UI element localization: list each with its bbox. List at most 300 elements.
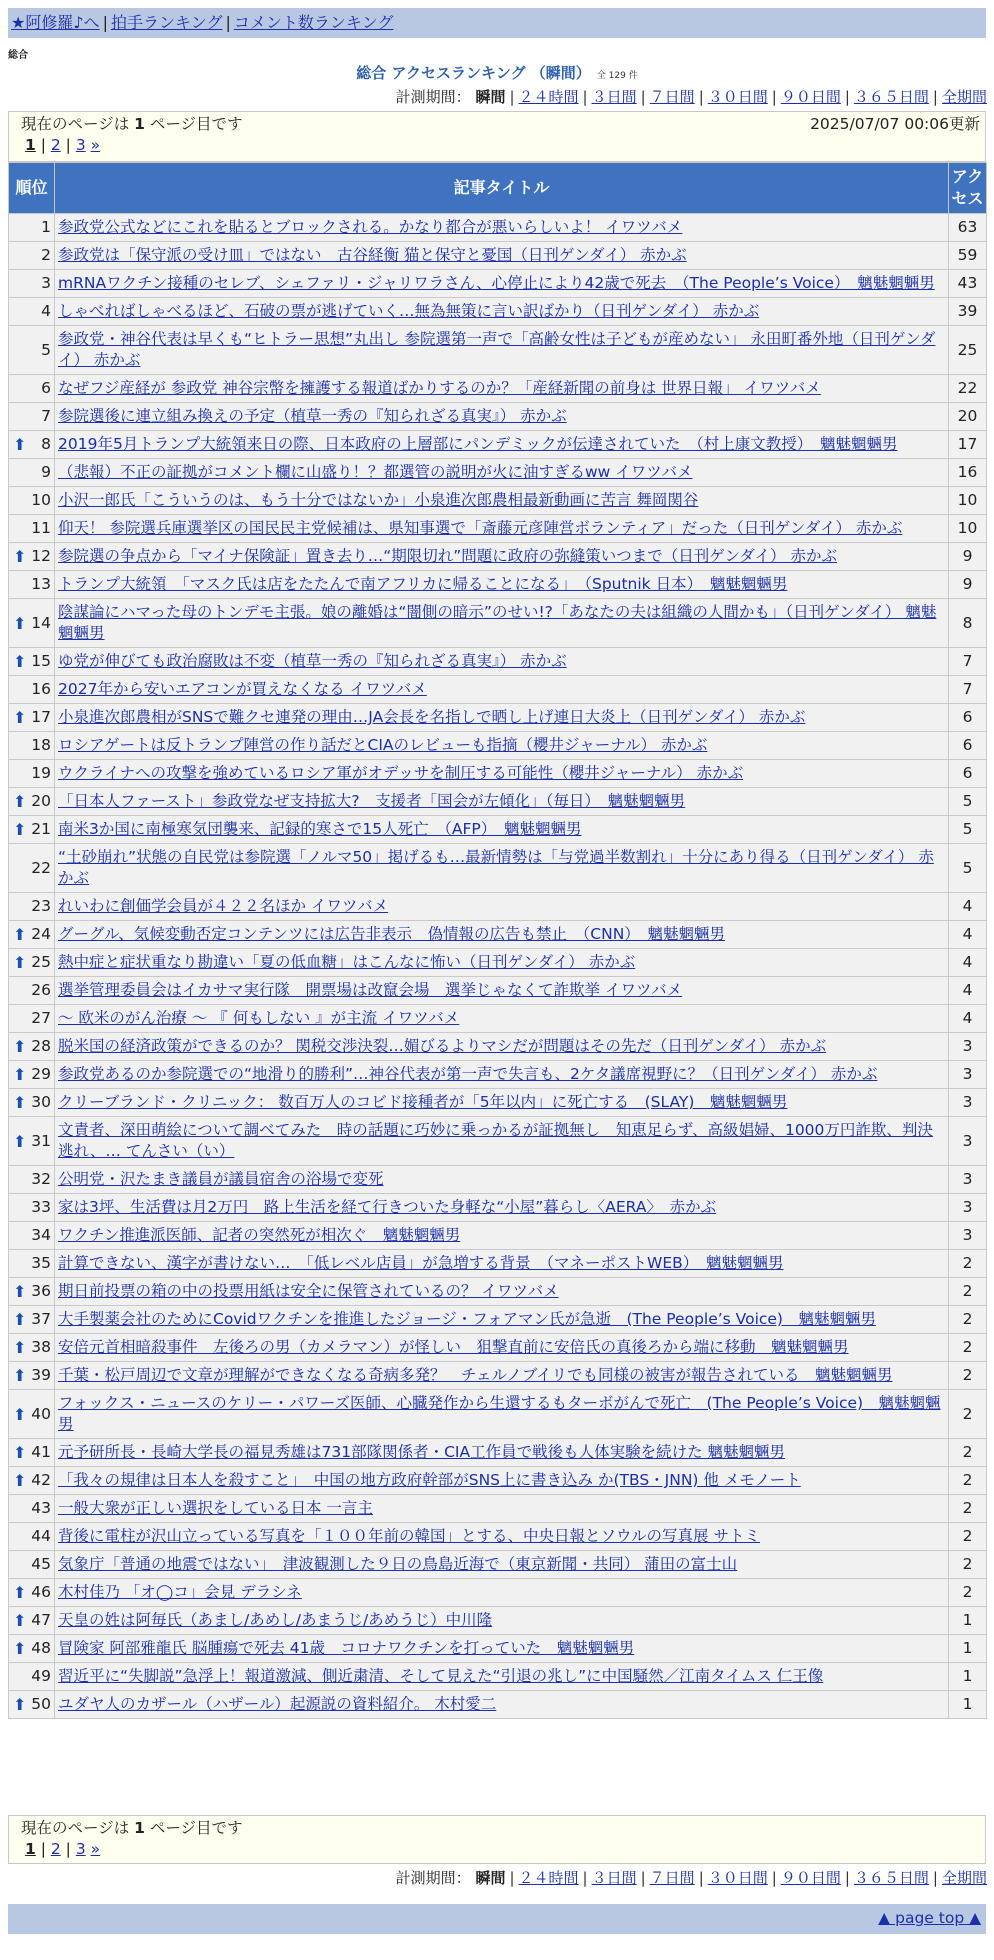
access-count: 1 bbox=[949, 1691, 987, 1719]
pager-links: 1 | 2 | 3 » bbox=[25, 1840, 101, 1858]
access-count: 1 bbox=[949, 1635, 987, 1663]
rank-number: 24 bbox=[31, 925, 51, 943]
title-cell bbox=[55, 431, 949, 459]
article-title-link[interactable]: 文責者、深田萌絵について調べてみた 時の話題に巧妙に乗っかるが証拠無し 知恵足らず、高級娼婦、1000万円詐欺、判決逃れ、… てんさい（い） bbox=[58, 1121, 933, 1160]
table-row bbox=[9, 431, 987, 459]
title-cell bbox=[55, 949, 949, 977]
article-title-link[interactable]: なぜフジ産経が 参政党 神谷宗幣を擁護する報道ばかりするのか？「産経新聞の前身は 世界日報」 イワツバメ bbox=[58, 379, 821, 397]
title-cell bbox=[55, 1523, 949, 1551]
table-row bbox=[9, 1306, 987, 1334]
access-count: 7 bbox=[949, 676, 987, 704]
title-cell bbox=[55, 816, 949, 844]
article-title-link[interactable]: 参政党・神谷代表は早くも“ヒトラー思想”丸出し 参院選第一声で「高齢女性は子どもが産めない」 永田町番外地（日刊ゲンダイ） 赤かぶ bbox=[58, 330, 936, 369]
rank-cell bbox=[9, 459, 55, 487]
access-count: 2 bbox=[949, 1306, 987, 1334]
rank-up-arrow-icon: ⬆ bbox=[13, 652, 27, 671]
table-row bbox=[9, 1334, 987, 1362]
page-top-link[interactable]: ▲ page top ▲ bbox=[878, 1909, 981, 1927]
rank-up-arrow-icon: ⬆ bbox=[13, 1404, 27, 1424]
article-title-link[interactable]: 参政党は「保守派の受け皿」ではない 古谷経衡 猫と保守と憂国（日刊ゲンダイ） 赤かぶ bbox=[58, 246, 687, 264]
rank-number: 17 bbox=[31, 708, 51, 726]
rank-number: 43 bbox=[31, 1499, 51, 1517]
access-count: 10 bbox=[949, 515, 987, 543]
rank-number: 44 bbox=[31, 1527, 51, 1545]
rank-up-arrow-icon: ⬆ bbox=[13, 613, 27, 633]
rank-number: 26 bbox=[31, 981, 51, 999]
article-title-link[interactable]: 2027年から安いエアコンが買えなくなる イワツバメ bbox=[58, 680, 427, 698]
article-title-link[interactable]: フォックス・ニュースのケリー・パワーズ医師、心臓発作から生還するもターボがんで死亡 (The People’s Voice) 魑魅魍魎男 bbox=[58, 1394, 941, 1433]
table-row bbox=[9, 1222, 987, 1250]
access-count: 22 bbox=[949, 375, 987, 403]
title-cell bbox=[55, 648, 949, 676]
rank-number: 12 bbox=[31, 547, 51, 565]
rank-cell bbox=[9, 1607, 55, 1635]
rank-number: 22 bbox=[31, 858, 51, 877]
rank-cell bbox=[9, 1334, 55, 1362]
rank-up-arrow-icon: ⬆ bbox=[13, 1310, 27, 1329]
article-title-link[interactable]: 背後に電柱が沢山立っている写真を「１００年前の韓国」とする、中央日報とソウルの写真展 サトミ bbox=[58, 1527, 760, 1545]
page-current: 1 bbox=[25, 136, 36, 154]
table-row bbox=[9, 1607, 987, 1635]
rank-number: 33 bbox=[31, 1198, 51, 1216]
nav-separator: | bbox=[225, 13, 231, 32]
rank-up-arrow-icon: ⬆ bbox=[13, 953, 27, 972]
table-row bbox=[9, 1579, 987, 1607]
rank-up-arrow-icon: ⬆ bbox=[13, 1131, 27, 1151]
access-count: 3 bbox=[949, 1117, 987, 1166]
rank-up-arrow-icon: ⬆ bbox=[13, 792, 27, 811]
title-cell bbox=[55, 1250, 949, 1278]
rank-number: 42 bbox=[31, 1471, 51, 1489]
title-cell bbox=[55, 214, 949, 242]
rank-cell bbox=[9, 487, 55, 515]
rank-cell bbox=[9, 1551, 55, 1579]
title-cell bbox=[55, 1306, 949, 1334]
rank-cell bbox=[9, 1278, 55, 1306]
rank-up-arrow-icon: ⬆ bbox=[13, 925, 27, 944]
title-cell bbox=[55, 1663, 949, 1691]
period-link-all[interactable]: 全期間 bbox=[941, 88, 987, 106]
rank-cell bbox=[9, 921, 55, 949]
rank-up-arrow-icon: ⬆ bbox=[13, 1282, 27, 1301]
rank-number: 15 bbox=[31, 652, 51, 670]
table-row bbox=[9, 1033, 987, 1061]
rank-number: 47 bbox=[31, 1611, 51, 1629]
title-cell bbox=[55, 676, 949, 704]
rank-cell bbox=[9, 1061, 55, 1089]
access-count: 4 bbox=[949, 893, 987, 921]
rank-cell bbox=[9, 326, 55, 375]
table-row bbox=[9, 515, 987, 543]
access-count: 2 bbox=[949, 1250, 987, 1278]
rank-number: 46 bbox=[31, 1583, 51, 1601]
table-row bbox=[9, 1089, 987, 1117]
article-title-link[interactable]: ロシアゲートは反トランプ陣営の作り話だとCIAのレビューも指摘（櫻井ジャーナル） 赤かぶ bbox=[58, 736, 708, 754]
pager-box-bottom bbox=[8, 1815, 986, 1864]
rank-cell bbox=[9, 676, 55, 704]
article-title-link[interactable]: “土砂崩れ”状態の自民党は参院選「ノルマ50」掲げるも…最新情勢は「与党過半数割れ」十分にあり得る（日刊ゲンダイ） 赤かぶ bbox=[58, 848, 934, 887]
ranking-table-body bbox=[9, 214, 987, 1719]
article-title-link[interactable]: （悲報）不正の証拠がコメント欄に山盛り！？都選管の説明が火に油すぎるww イワツバメ bbox=[58, 463, 693, 481]
rank-up-arrow-icon: ⬆ bbox=[13, 1639, 27, 1658]
comments-ranking-link[interactable]: コメント数ランキング bbox=[233, 13, 394, 32]
access-count: 9 bbox=[949, 571, 987, 599]
page-next-link[interactable]: » bbox=[90, 1840, 101, 1858]
access-count: 20 bbox=[949, 403, 987, 431]
article-title-link[interactable]: 大手製薬会社のためにCovidワクチンを推進したジョージ・フォアマン氏が急逝 (The People’s Voice) 魑魅魍魎男 bbox=[58, 1310, 876, 1328]
access-header: アクセス bbox=[949, 163, 987, 214]
table-row bbox=[9, 1523, 987, 1551]
article-title-link[interactable]: 小沢一郎氏「こういうのは、もう十分ではないか」小泉進次郎農相最新動画に苦言 舞岡関谷 bbox=[58, 491, 699, 509]
period-link-90d[interactable]: ９０日間 bbox=[780, 1869, 841, 1887]
article-title-link[interactable]: 一般大衆が正しい選択をしている日本 一言主 bbox=[58, 1499, 373, 1517]
rank-cell bbox=[9, 648, 55, 676]
rank-up-arrow-icon: ⬆ bbox=[13, 1037, 27, 1056]
rank-up-arrow-icon: ⬆ bbox=[13, 1583, 27, 1602]
rank-cell bbox=[9, 1222, 55, 1250]
rank-cell bbox=[9, 844, 55, 893]
pager-box-top bbox=[8, 111, 986, 162]
title-cell bbox=[55, 1222, 949, 1250]
table-row bbox=[9, 977, 987, 1005]
article-title-link[interactable]: 公明党・沢たまき議員が議員宿舎の浴場で変死 bbox=[58, 1170, 384, 1188]
page-link-2[interactable]: 2 bbox=[50, 136, 61, 154]
article-title-link[interactable]: 脱米国の経済政策ができるのか？ 関税交渉決裂…媚びるよりマシだが問題はその先だ（日刊ゲンダイ） 赤かぶ bbox=[58, 1037, 827, 1055]
rank-number: 25 bbox=[31, 953, 51, 971]
rank-number: 8 bbox=[41, 435, 51, 453]
title-cell bbox=[55, 1439, 949, 1467]
period-link-7d[interactable]: ７日間 bbox=[649, 1869, 695, 1887]
table-row bbox=[9, 676, 987, 704]
category-label: 総合 bbox=[8, 50, 28, 61]
rank-cell bbox=[9, 403, 55, 431]
table-row bbox=[9, 921, 987, 949]
rank-up-arrow-icon: ⬆ bbox=[13, 1093, 27, 1112]
rank-number: 49 bbox=[31, 1667, 51, 1685]
nav-separator: | bbox=[102, 13, 108, 32]
rank-number: 21 bbox=[31, 820, 51, 838]
title-cell bbox=[55, 1635, 949, 1663]
article-title-link[interactable]: 期日前投票の箱の中の投票用紙は安全に保管されているの？ イワツバメ bbox=[58, 1282, 559, 1300]
article-title-link[interactable]: ～ 欧米のがん治療 ～ 『 何もしない 』が主流 イワツバメ bbox=[58, 1009, 460, 1027]
table-row bbox=[9, 648, 987, 676]
table-row bbox=[9, 1250, 987, 1278]
article-title-link[interactable]: グーグル、気候変動否定コンテンツには広告非表示 偽情報の広告も禁止 （CNN） 魑魅魍魎男 bbox=[58, 925, 726, 943]
rank-up-arrow-icon: ⬆ bbox=[13, 1443, 27, 1462]
access-count: 2 bbox=[949, 1362, 987, 1390]
article-title-link[interactable]: 「日本人ファースト」参政党なぜ支持拡大? 支援者「国会が左傾化」（毎日） 魑魅魍魎男 bbox=[58, 792, 686, 810]
article-title-link[interactable]: 元予研所長・長崎大学長の福見秀雄は731部隊関係者・CIA工作員で戦後も人体実験を続けた 魑魅魍魎男 bbox=[58, 1443, 786, 1461]
table-row bbox=[9, 459, 987, 487]
table-row bbox=[9, 375, 987, 403]
rank-cell bbox=[9, 949, 55, 977]
rank-cell bbox=[9, 1390, 55, 1439]
period-link-3d[interactable]: ３日間 bbox=[591, 88, 637, 106]
article-title-link[interactable]: 小泉進次郎農相がSNSで難クセ連発の理由…JA会長を名指しで晒し上げ連日大炎上（日刊ゲンダイ） 赤かぶ bbox=[58, 708, 806, 726]
rank-number: 50 bbox=[31, 1695, 51, 1713]
table-row bbox=[9, 1061, 987, 1089]
rank-cell bbox=[9, 1166, 55, 1194]
access-count: 17 bbox=[949, 431, 987, 459]
table-row bbox=[9, 1663, 987, 1691]
rank-number: 28 bbox=[31, 1037, 51, 1055]
access-count: 43 bbox=[949, 270, 987, 298]
access-count: 25 bbox=[949, 326, 987, 375]
access-count: 6 bbox=[949, 760, 987, 788]
article-title-link[interactable]: 木村佳乃 「オ◯コ」会見 デラシネ bbox=[58, 1583, 302, 1601]
access-count: 3 bbox=[949, 1166, 987, 1194]
rank-number: 18 bbox=[31, 736, 51, 754]
title-cell bbox=[55, 242, 949, 270]
article-title-link[interactable]: ゆ党が伸びても政治腐敗は不変（植草一秀の『知られざる真実』） 赤かぶ bbox=[58, 652, 567, 670]
table-row bbox=[9, 1439, 987, 1467]
rank-cell bbox=[9, 543, 55, 571]
article-title-link[interactable]: トランプ大統領 「マスク氏は店をたたんで南アフリカに帰ることになる」 （Sputnik 日本） 魑魅魍魎男 bbox=[58, 575, 788, 593]
period-link-24h[interactable]: ２４時間 bbox=[518, 88, 579, 106]
table-row bbox=[9, 298, 987, 326]
rank-cell bbox=[9, 1663, 55, 1691]
rank-number: 36 bbox=[31, 1282, 51, 1300]
table-row bbox=[9, 1691, 987, 1719]
article-title-link[interactable]: 安倍元首相暗殺事件 左後ろの男（カメラマン）が怪しい 狙撃直前に安倍氏の真後ろから端に移動 魑魅魍魎男 bbox=[58, 1338, 849, 1356]
access-count: 2 bbox=[949, 1390, 987, 1439]
rank-cell bbox=[9, 1523, 55, 1551]
table-row bbox=[9, 704, 987, 732]
title-cell bbox=[55, 515, 949, 543]
access-count: 2 bbox=[949, 1467, 987, 1495]
rank-number: 16 bbox=[31, 680, 51, 698]
rank-number: 23 bbox=[31, 897, 51, 915]
period-current: 瞬間 bbox=[475, 1869, 506, 1887]
article-title-link[interactable]: 南米3か国に南極寒気団襲来、記録的寒さで15人死亡 （AFP） 魑魅魍魎男 bbox=[58, 820, 582, 838]
article-title-link[interactable]: 熱中症と症状重なり勘違い「夏の低血糖」はこんなに怖い（日刊ゲンダイ） 赤かぶ bbox=[58, 953, 636, 971]
rank-number: 7 bbox=[41, 407, 51, 425]
rank-cell bbox=[9, 1579, 55, 1607]
article-title-link[interactable]: mRNAワクチン接種のセレブ、シェファリ・ジャリワラさん、心停止により42歳で死去 （The People’s Voice） 魑魅魍魎男 bbox=[58, 274, 935, 292]
article-title-link[interactable]: ユダヤ人のカザール（ハザール）起源説の資料紹介。 木村愛二 bbox=[58, 1695, 497, 1713]
title-cell bbox=[55, 326, 949, 375]
table-row bbox=[9, 1005, 987, 1033]
article-title-link[interactable]: 習近平に“失脚説”急浮上！報道激減、側近粛清、そして見えた“引退の兆し”に中国騒然／江南タイムス 仁王像 bbox=[58, 1667, 824, 1685]
access-count: 6 bbox=[949, 732, 987, 760]
table-row bbox=[9, 1362, 987, 1390]
article-title-link[interactable]: 仰天！ 参院選兵庫選挙区の国民民主党候補は、県知事選で「斎藤元彦陣営ボランティア」だった（日刊ゲンダイ） 赤かぶ bbox=[58, 519, 903, 537]
article-title-link[interactable]: 計算できない、漢字が書けない… 「低レベル店員」が急増する背景 （マネーポストWEB） 魑魅魍魎男 bbox=[58, 1254, 784, 1272]
updated-timestamp: 2025/07/07 00:06更新 bbox=[810, 115, 980, 133]
table-row bbox=[9, 487, 987, 515]
article-title-link[interactable]: しゃべればしゃべるほど、石破の票が逃げていく…無為無策に言い訳ばかり（日刊ゲンダイ） 赤かぶ bbox=[58, 302, 760, 320]
title-cell bbox=[55, 1278, 949, 1306]
table-row bbox=[9, 403, 987, 431]
item-count: 全 129 件 bbox=[596, 71, 638, 81]
article-title-link[interactable]: 「我々の規律は日本人を殺すこと」 中国の地方政府幹部がSNS上に書き込み か(TBS・JNN) 他 メモノート bbox=[58, 1471, 801, 1489]
rank-up-arrow-icon: ⬆ bbox=[13, 547, 27, 566]
title-cell bbox=[55, 543, 949, 571]
rank-cell bbox=[9, 375, 55, 403]
table-row bbox=[9, 326, 987, 375]
title-cell bbox=[55, 1467, 949, 1495]
current-page-text: 現在のページは 1 ページ目です bbox=[21, 1819, 243, 1837]
rank-header: 順位 bbox=[9, 163, 55, 214]
article-title-link[interactable]: 冒険家 阿部雅龍氏 脳腫瘍で死去 41歳 コロナワクチンを打っていた 魑魅魍魎男 bbox=[58, 1639, 635, 1657]
title-cell bbox=[55, 1117, 949, 1166]
article-title-link[interactable]: 参院選後に連立組み換えの予定（植草一秀の『知られざる真実』） 赤かぶ bbox=[58, 407, 567, 425]
title-cell bbox=[55, 732, 949, 760]
rank-cell bbox=[9, 1362, 55, 1390]
title-cell bbox=[55, 375, 949, 403]
table-row bbox=[9, 816, 987, 844]
pager-links: 1 | 2 | 3 » bbox=[25, 136, 101, 154]
period-link-90d[interactable]: ９０日間 bbox=[780, 88, 841, 106]
access-count: 39 bbox=[949, 298, 987, 326]
title-cell bbox=[55, 1033, 949, 1061]
article-title-link[interactable]: 選挙管理委員会はイカサマ実行隊 開票場は改竄会場 選挙じゃなくて詐欺挙 イワツバメ bbox=[58, 981, 683, 999]
table-row bbox=[9, 571, 987, 599]
rank-cell bbox=[9, 893, 55, 921]
title-cell bbox=[55, 1194, 949, 1222]
table-row bbox=[9, 1166, 987, 1194]
article-title-link[interactable]: 参院選の争点から「マイナ保険証」置き去り…“期限切れ”問題に政府の弥縫策いつまで（日刊ゲンダイ） 赤かぶ bbox=[58, 547, 837, 565]
rank-cell bbox=[9, 214, 55, 242]
title-cell bbox=[55, 704, 949, 732]
rank-cell bbox=[9, 298, 55, 326]
rank-number: 41 bbox=[31, 1443, 51, 1461]
period-link-24h[interactable]: ２４時間 bbox=[518, 1869, 579, 1887]
ranking-title: 総合 アクセスランキング （瞬間） bbox=[356, 64, 591, 82]
page-current: 1 bbox=[25, 1840, 36, 1858]
access-count: 2 bbox=[949, 1551, 987, 1579]
period-link-365d[interactable]: ３６５日間 bbox=[853, 88, 929, 106]
title-cell bbox=[55, 1005, 949, 1033]
article-title-link[interactable]: 千葉・松戸周辺で文章が理解ができなくなる奇病多発？ チェルノブイリでも同様の被害が報告されている 魑魅魍魎男 bbox=[58, 1366, 893, 1384]
article-title-link[interactable]: 家は3坪、生活費は月2万円 路上生活を経て行きついた身軽な“小屋”暮らし〈AERA〉 赤かぶ bbox=[58, 1198, 717, 1216]
access-count: 8 bbox=[949, 599, 987, 648]
period-link-365d[interactable]: ３６５日間 bbox=[853, 1869, 929, 1887]
rank-cell bbox=[9, 1691, 55, 1719]
period-link-3d[interactable]: ３日間 bbox=[591, 1869, 637, 1887]
home-link[interactable]: ★阿修羅♪へ bbox=[11, 13, 100, 32]
table-row bbox=[9, 732, 987, 760]
table-row bbox=[9, 1495, 987, 1523]
rank-number: 6 bbox=[41, 379, 51, 397]
access-count: 3 bbox=[949, 1089, 987, 1117]
rank-cell bbox=[9, 571, 55, 599]
rank-up-arrow-icon: ⬆ bbox=[13, 1695, 27, 1714]
table-row bbox=[9, 242, 987, 270]
rank-number: 34 bbox=[31, 1226, 51, 1244]
article-title-link[interactable]: ウクライナへの攻撃を強めているロシア軍がオデッサを制圧する可能性（櫻井ジャーナル） 赤かぶ bbox=[58, 764, 744, 782]
rank-number: 38 bbox=[31, 1338, 51, 1356]
article-title-link[interactable]: 気象庁「普通の地震ではない」 津波観測した９日の鳥島近海で（東京新聞・共同） 蒲田の富士山 bbox=[58, 1555, 738, 1573]
period-link-7d[interactable]: ７日間 bbox=[649, 88, 695, 106]
page-link-3[interactable]: 3 bbox=[75, 1840, 86, 1858]
title-cell bbox=[55, 1495, 949, 1523]
ranking-table bbox=[8, 162, 987, 1719]
rank-up-arrow-icon: ⬆ bbox=[13, 820, 27, 839]
title-cell bbox=[55, 1334, 949, 1362]
title-cell bbox=[55, 298, 949, 326]
article-title-link[interactable]: 参政党あるのか参院選での“地滑り的勝利”…神谷代表が第一声で失言も、2ケタ議席視野に？（日刊ゲンダイ） 赤かぶ bbox=[58, 1065, 878, 1083]
rank-number: 14 bbox=[31, 613, 51, 632]
title-cell bbox=[55, 1089, 949, 1117]
rank-cell bbox=[9, 760, 55, 788]
claps-ranking-link[interactable]: 拍手ランキング bbox=[110, 13, 223, 32]
title-cell bbox=[55, 1362, 949, 1390]
article-title-link[interactable]: 2019年5月トランプ大統領来日の際、日本政府の上層部にパンデミックが伝達されていた （村上康文教授） 魑魅魍魎男 bbox=[58, 435, 898, 453]
page-link-3[interactable]: 3 bbox=[75, 136, 86, 154]
title-cell bbox=[55, 1061, 949, 1089]
rank-number: 45 bbox=[31, 1555, 51, 1573]
period-link-30d[interactable]: ３０日間 bbox=[707, 88, 768, 106]
access-count: 16 bbox=[949, 459, 987, 487]
rank-cell bbox=[9, 977, 55, 1005]
access-count: 2 bbox=[949, 1439, 987, 1467]
access-count: 10 bbox=[949, 487, 987, 515]
article-title-link[interactable]: 参政党公式などにこれを貼るとブロックされる。かなり都合が悪いらしいよ！ イワツバメ bbox=[58, 218, 683, 236]
page-link-2[interactable]: 2 bbox=[50, 1840, 61, 1858]
rank-cell bbox=[9, 242, 55, 270]
rank-cell bbox=[9, 1194, 55, 1222]
rank-number: 48 bbox=[31, 1639, 51, 1657]
rank-cell bbox=[9, 1250, 55, 1278]
current-page-text: 現在のページは 1 ページ目です bbox=[21, 115, 243, 133]
rank-number: 2 bbox=[41, 246, 51, 264]
rank-up-arrow-icon: ⬆ bbox=[13, 1471, 27, 1490]
article-title-link[interactable]: 天皇の姓は阿毎氏（あまし/あめし/あまうじ/あめうじ）中川隆 bbox=[58, 1611, 493, 1629]
article-title-link[interactable]: ワクチン推進派医師、記者の突然死が相次ぐ 魑魅魍魎男 bbox=[58, 1226, 461, 1244]
page-next-link[interactable]: » bbox=[90, 136, 101, 154]
period-link-30d[interactable]: ３０日間 bbox=[707, 1869, 768, 1887]
title-cell bbox=[55, 1691, 949, 1719]
rank-cell bbox=[9, 270, 55, 298]
table-row bbox=[9, 270, 987, 298]
title-cell bbox=[55, 571, 949, 599]
title-cell bbox=[55, 1166, 949, 1194]
rank-cell bbox=[9, 1467, 55, 1495]
title-cell bbox=[55, 1551, 949, 1579]
title-cell bbox=[55, 788, 949, 816]
period-link-all[interactable]: 全期間 bbox=[941, 1869, 987, 1887]
period-selector-bottom: 計測期間： 瞬間 | ２４時間 | ３日間 | ７日間 | ３０日間 | ９０日間 | ３６５日間 | 全期間 bbox=[395, 1869, 987, 1887]
table-row bbox=[9, 1390, 987, 1439]
rank-number: 29 bbox=[31, 1065, 51, 1083]
access-count: 5 bbox=[949, 816, 987, 844]
access-count: 9 bbox=[949, 543, 987, 571]
table-row bbox=[9, 893, 987, 921]
title-cell bbox=[55, 1390, 949, 1439]
rank-number: 11 bbox=[31, 519, 51, 537]
period-label: 計測期間： bbox=[395, 88, 471, 106]
table-row bbox=[9, 543, 987, 571]
title-cell bbox=[55, 921, 949, 949]
rank-cell bbox=[9, 431, 55, 459]
rank-cell bbox=[9, 1117, 55, 1166]
title-cell bbox=[55, 459, 949, 487]
article-title-link[interactable]: 陰謀論にハマった母のトンデモ主張。娘の離婚は“闇側の暗示”のせい!?「あなたの夫は組織の人間かも」（日刊ゲンダイ） 魑魅魍魎男 bbox=[58, 603, 937, 642]
rank-cell bbox=[9, 732, 55, 760]
article-title-link[interactable]: クリーブランド・クリニック： 数百万人のコビド接種者が「5年以内」に死亡する (SLAY) 魑魅魍魎男 bbox=[58, 1093, 788, 1111]
access-count: 2 bbox=[949, 1495, 987, 1523]
access-count: 7 bbox=[949, 648, 987, 676]
title-cell bbox=[55, 270, 949, 298]
title-cell bbox=[55, 487, 949, 515]
access-count: 6 bbox=[949, 704, 987, 732]
rank-cell bbox=[9, 1439, 55, 1467]
rank-cell bbox=[9, 1033, 55, 1061]
article-title-link[interactable]: れいわに創価学会員が４２２名ほか イワツバメ bbox=[58, 897, 389, 915]
rank-up-arrow-icon: ⬆ bbox=[13, 1338, 27, 1357]
title-cell bbox=[55, 599, 949, 648]
